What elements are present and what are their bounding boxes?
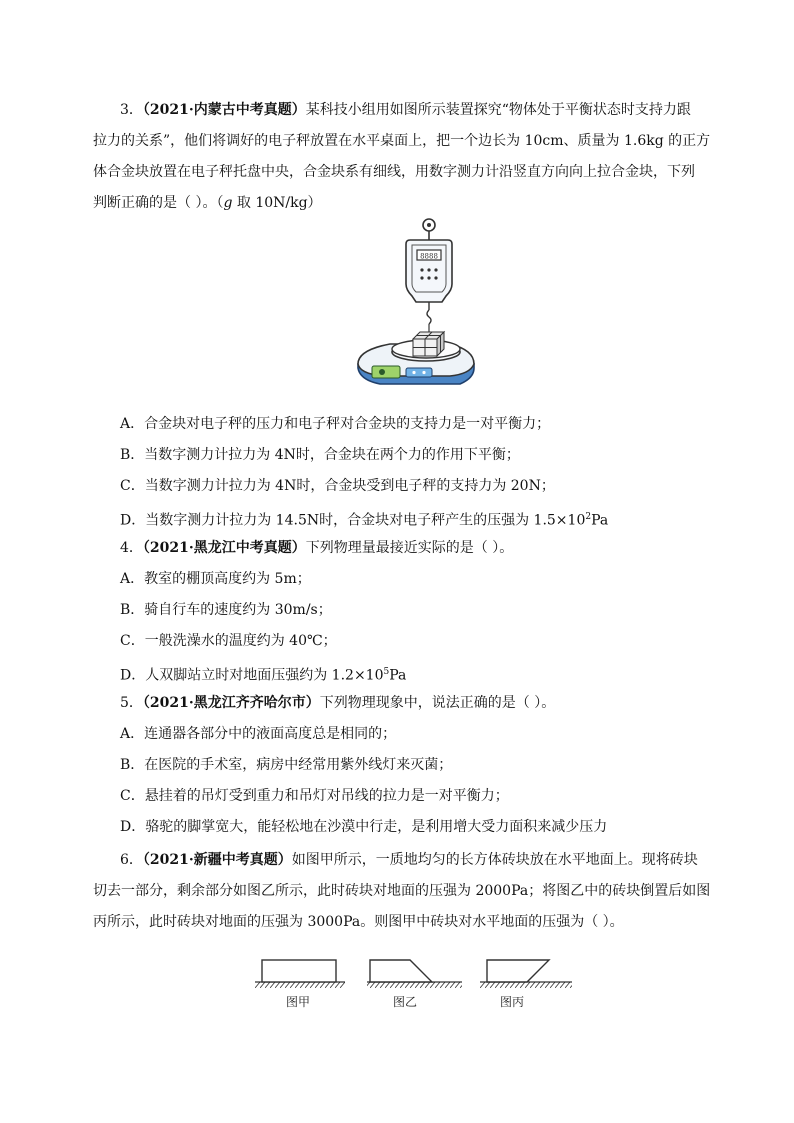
question-stem-line: 拉力的关系”，他们将调好的电子秤放置在水平桌面上，把一个边长为 10cm、质量为 1.6kg 的正方 (93, 133, 711, 149)
brick-bing (487, 960, 549, 982)
alloy-cube (413, 332, 444, 356)
brick-figures (250, 952, 575, 1014)
gravity-symbol: g (223, 195, 233, 211)
gauge-hook (427, 310, 431, 324)
question-stem-line: 取 10N/kg） (232, 195, 322, 211)
question-6 (93, 850, 711, 943)
exponent: 2 (585, 512, 592, 522)
figure-bing (480, 960, 572, 1009)
option-b: B．骑自行车的速度约为 30m/s； (120, 602, 332, 618)
scale-buttons (406, 368, 432, 377)
question-5 (120, 693, 555, 713)
question-stem: 下列物理量最接近实际的是（ ）。 (305, 540, 514, 556)
source-tag: （2021·新疆中考真题） (142, 852, 292, 868)
brick-jia (262, 960, 336, 982)
figure-label: 图甲 (285, 995, 311, 1009)
option-a: A．连通器各部分中的液面高度总是相同的； (120, 726, 397, 742)
source-tag: （2021·黑龙江中考真题） (142, 540, 306, 556)
option-c: C．一般洗澡水的温度约为 40℃； (120, 633, 337, 649)
question-number: 6． (120, 852, 143, 868)
option-b: B．当数字测力计拉力为 4N时，合金块在两个力的作用下平衡； (120, 447, 520, 463)
option-d: D．骆驼的脚掌宽大，能轻松地在沙漠中行走，是利用增大受力面积来减少压力 (120, 819, 608, 835)
option-a: A．教室的棚顶高度约为 5m； (120, 571, 311, 587)
exponent: 5 (383, 667, 390, 677)
question-4 (120, 538, 513, 558)
gauge-display-digits: 8888 (420, 252, 438, 261)
option-a: A．合金块对电子秤的压力和电子秤对合金块的支持力是一对平衡力； (120, 416, 551, 432)
figure-jia (255, 960, 345, 1009)
question-number: 5． (120, 695, 143, 711)
figure-label: 图乙 (392, 995, 418, 1009)
question-stem-line: 体合金块放置在电子秤托盘中央，合金块系有细线，用数字测力计沿竖直方向向上拉合金块，下列 (93, 164, 695, 180)
source-tag: （2021·内蒙古中考真题） (142, 102, 306, 118)
option-b: B．在医院的手术室，病房中经常用紫外线灯来灭菌； (120, 757, 453, 773)
question-3 (93, 100, 711, 224)
brick-yi (370, 960, 432, 982)
question-stem-line: 切去一部分，剩余部分如图乙所示，此时砖块对地面的压强为 2000Pa；将图乙中的砖块倒置后如图 (93, 883, 711, 899)
question-stem-line: 判断正确的是（ ）。（ (93, 195, 224, 211)
figure-yi (367, 960, 462, 1009)
option-d: D．当数字测力计拉力为 14.5N时，合金块对电子秤产生的压强为 $1.5\times 10^2Pa$ (120, 512, 609, 529)
question-stem-line: 丙所示，此时砖块对地面的压强为 3000Pa。则图甲中砖块对水平地面的压强为（ ）。 (93, 914, 624, 930)
question-stem: 下列物理现象中，说法正确的是（ ）。 (319, 695, 556, 711)
option-c: C．悬挂着的吊灯受到重力和吊灯对吊线的拉力是一对平衡力； (120, 788, 509, 804)
option-c: C．当数字测力计拉力为 4N时，合金块受到电子秤的支持力为 20N； (120, 478, 555, 494)
source-tag: （2021·黑龙江齐齐哈尔市） (142, 695, 320, 711)
question-number: 4． (120, 540, 143, 556)
question-stem-line: 如图甲所示，一质地均匀的长方体砖块放在水平地面上。现将砖块 (291, 852, 698, 868)
option-d: D．人双脚站立时对地面压强约为 $1.2\times 10^5Pa$ (120, 667, 407, 684)
figure-label: 图丙 (499, 995, 525, 1009)
scale-display (372, 366, 400, 378)
question-stem-line: 某科技小组用如图所示装置探究“物体处于平衡状态时支持力跟 (305, 102, 691, 118)
question-number: 3． (120, 102, 143, 118)
scale-apparatus-figure (350, 218, 480, 390)
